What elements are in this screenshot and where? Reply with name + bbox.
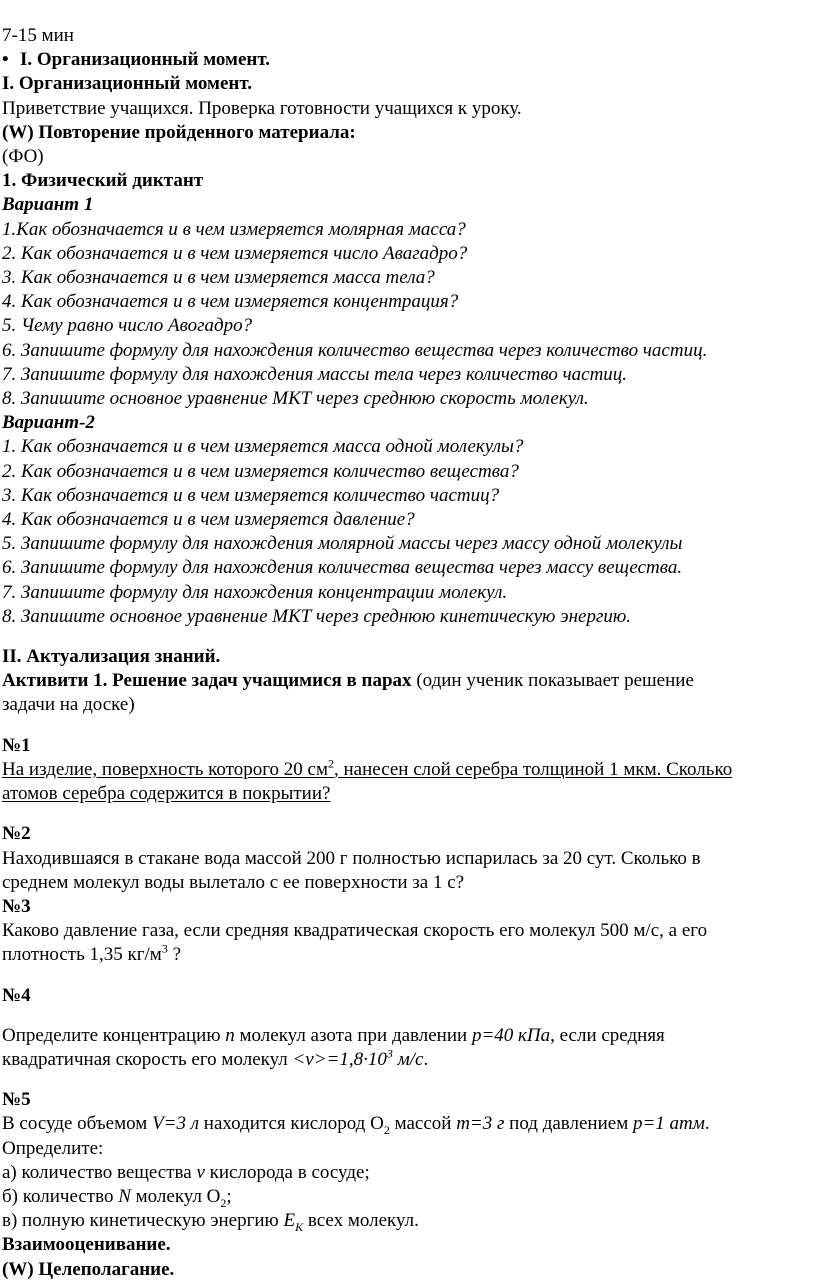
variant1-item: 1.Как обозначается и в чем измеряется молярная масса? [2, 218, 466, 240]
problem5-text: массой [389, 1113, 457, 1135]
fo-label: (ФО) [2, 146, 44, 168]
problem4-text: квадратичная скорость его молекул [2, 1048, 293, 1070]
problem4-line2 [2, 1048, 812, 1072]
review-heading: (W) Повторение пройденного материала: [2, 121, 356, 143]
problem5-item-b [2, 1185, 812, 1209]
variant1-item: 7. Запишите формулу для нахождения массы тела через количество частиц. [2, 363, 628, 385]
problem1-sup: 2 [328, 756, 335, 771]
activity-line [2, 669, 812, 693]
spacer [2, 1008, 812, 1024]
variant1-title: Вариант 1 [2, 194, 94, 216]
spacer [2, 806, 812, 822]
problem1-text: , нанесен слой серебра толщиной 1 мкм. Сколько [334, 758, 733, 780]
problem5-var-m: m=3 г [456, 1113, 505, 1135]
problem4-text: , если средняя [550, 1024, 665, 1046]
problem5-var-E: E [283, 1210, 296, 1232]
problem5-text: ; [226, 1185, 232, 1207]
problem5-item-a [2, 1161, 812, 1185]
problem4-var-v: <v>=1,8·10 [292, 1048, 387, 1070]
problem5-text: . [704, 1113, 710, 1135]
problem5-item-c [2, 1209, 812, 1233]
section1-heading: I. Организационный момент. [2, 73, 253, 95]
problem3-text: ? [167, 944, 182, 966]
problem5-sub: K [295, 1219, 304, 1234]
peer-assessment-heading: Взаимооценивание. [2, 1234, 171, 1256]
variant2-item: 1. Как обозначается и в чем измеряется масса одной молекулы? [2, 436, 524, 458]
spacer [2, 629, 812, 645]
document-page [2, 24, 812, 1282]
goal-setting-heading: (W) Целеполагание. [2, 1258, 175, 1280]
problem5-var-N: N [118, 1185, 131, 1207]
variant2-title: Вариант-2 [2, 412, 95, 434]
problem4-var-p: p=40 кПа [471, 1024, 551, 1046]
spacer [2, 718, 812, 734]
problem1-text: На изделие, поверхность которого 20 см [2, 758, 329, 780]
problem3-line1: Каково давление газа, если средняя квадратическая скорость его молекул 500 м/с, а его [2, 920, 708, 942]
problem4-var-n: n [225, 1024, 235, 1046]
problem4-unit: м/с [392, 1048, 424, 1070]
variant2-item: 4. Как обозначается и в чем измеряется давление? [2, 509, 415, 531]
variant1-item: 5. Чему равно число Авогадро? [2, 315, 253, 337]
problem5-line1 [2, 1112, 812, 1136]
problem3-line2 [2, 943, 812, 967]
problem4-text: Определите концентрацию [2, 1024, 226, 1046]
problem5-text: под давлением [504, 1113, 633, 1135]
duration: 7-15 мин [2, 25, 74, 46]
problem4-number: №4 [2, 984, 31, 1006]
problem5-var-nu: ν [196, 1161, 205, 1183]
problem5-text: в) полную кинетическую энергию [2, 1210, 284, 1232]
variant1-list [2, 218, 812, 412]
dictation-heading: 1. Физический диктант [2, 170, 204, 192]
problem5-var-V: V=3 л [152, 1113, 200, 1135]
problem4-text: . [423, 1048, 429, 1070]
problem2-line2: среднем молекул воды вылетало с ее поверхности за 1 с? [2, 871, 465, 893]
bullet-icon: • [2, 49, 9, 71]
problem5-text: б) количество [2, 1185, 119, 1207]
problem4-sup: 3 [386, 1046, 393, 1061]
problem5-text: а) количество вещества [2, 1161, 197, 1183]
problem2-number: №2 [2, 823, 31, 845]
problem5-text: находится кислород O [199, 1113, 384, 1135]
variant2-item: 3. Как обозначается и в чем измеряется количество частиц? [2, 484, 500, 506]
greeting-text: Приветствие учащихся. Проверка готовности учащихся к уроку. [2, 97, 522, 119]
problem1-number: №1 [2, 734, 31, 756]
activity-line2: задачи на доске) [2, 694, 135, 716]
variant1-item: 3. Как обозначается и в чем измеряется масса тела? [2, 267, 435, 289]
section2-heading: II. Актуализация знаний. [2, 646, 221, 668]
problem5-text: всех молекул. [303, 1210, 419, 1232]
problem1-line1 [2, 758, 812, 782]
problem3-number: №3 [2, 895, 31, 917]
problem4-text: молекул азота при давлении [234, 1024, 472, 1046]
problem5-text: молекул O [130, 1185, 221, 1207]
activity-title: Активити 1. Решение задач учащимися в парах [2, 670, 412, 692]
problem5-text: кислорода в сосуде; [204, 1161, 370, 1183]
problem5-number: №5 [2, 1089, 31, 1111]
spacer [2, 968, 812, 984]
problem5-var-p: p=1 атм [632, 1113, 705, 1135]
variant1-item: 2. Как обозначается и в чем измеряется число Авагадро? [2, 242, 468, 264]
spacer [2, 1072, 812, 1088]
bullet-heading-text: I. Организационный момент. [20, 49, 271, 71]
activity-note: (один ученик показывает решение [411, 670, 694, 692]
problem1-line2: атомов серебра содержится в покрытии? [2, 783, 331, 805]
variant2-list [2, 435, 812, 629]
problem5-sub: 2 [383, 1123, 390, 1138]
variant2-item: 2. Как обозначается и в чем измеряется количество вещества? [2, 460, 519, 482]
variant2-item: 7. Запишите формулу для нахождения концентрации молекул. [2, 581, 508, 603]
variant1-item: 4. Как обозначается и в чем измеряется концентрация? [2, 291, 459, 313]
problem5-text: В сосуде объемом [2, 1113, 153, 1135]
problem2-line1: Находившаяся в стакане вода массой 200 г полностью испарилась за 20 сут. Сколько в [2, 847, 701, 869]
problem5-line2: Определите: [2, 1137, 104, 1159]
variant1-item: 6. Запишите формулу для нахождения количество вещества через количество частиц. [2, 339, 708, 361]
problem5-sub: 2 [220, 1195, 227, 1210]
problem3-text: плотность 1,35 кг/м [2, 944, 162, 966]
variant1-item: 8. Запишите основное уравнение МКТ через среднюю скорость молекул. [2, 388, 589, 410]
problem3-sup: 3 [161, 941, 168, 956]
bullet-heading [2, 48, 812, 72]
variant2-item: 6. Запишите формулу для нахождения количества вещества через массу вещества. [2, 557, 683, 579]
problem4-line1 [2, 1024, 812, 1048]
variant2-item: 8. Запишите основное уравнение МКТ через среднюю кинетическую энергию. [2, 605, 632, 627]
variant2-item: 5. Запишите формулу для нахождения молярной массы через массу одной молекулы [2, 533, 683, 555]
